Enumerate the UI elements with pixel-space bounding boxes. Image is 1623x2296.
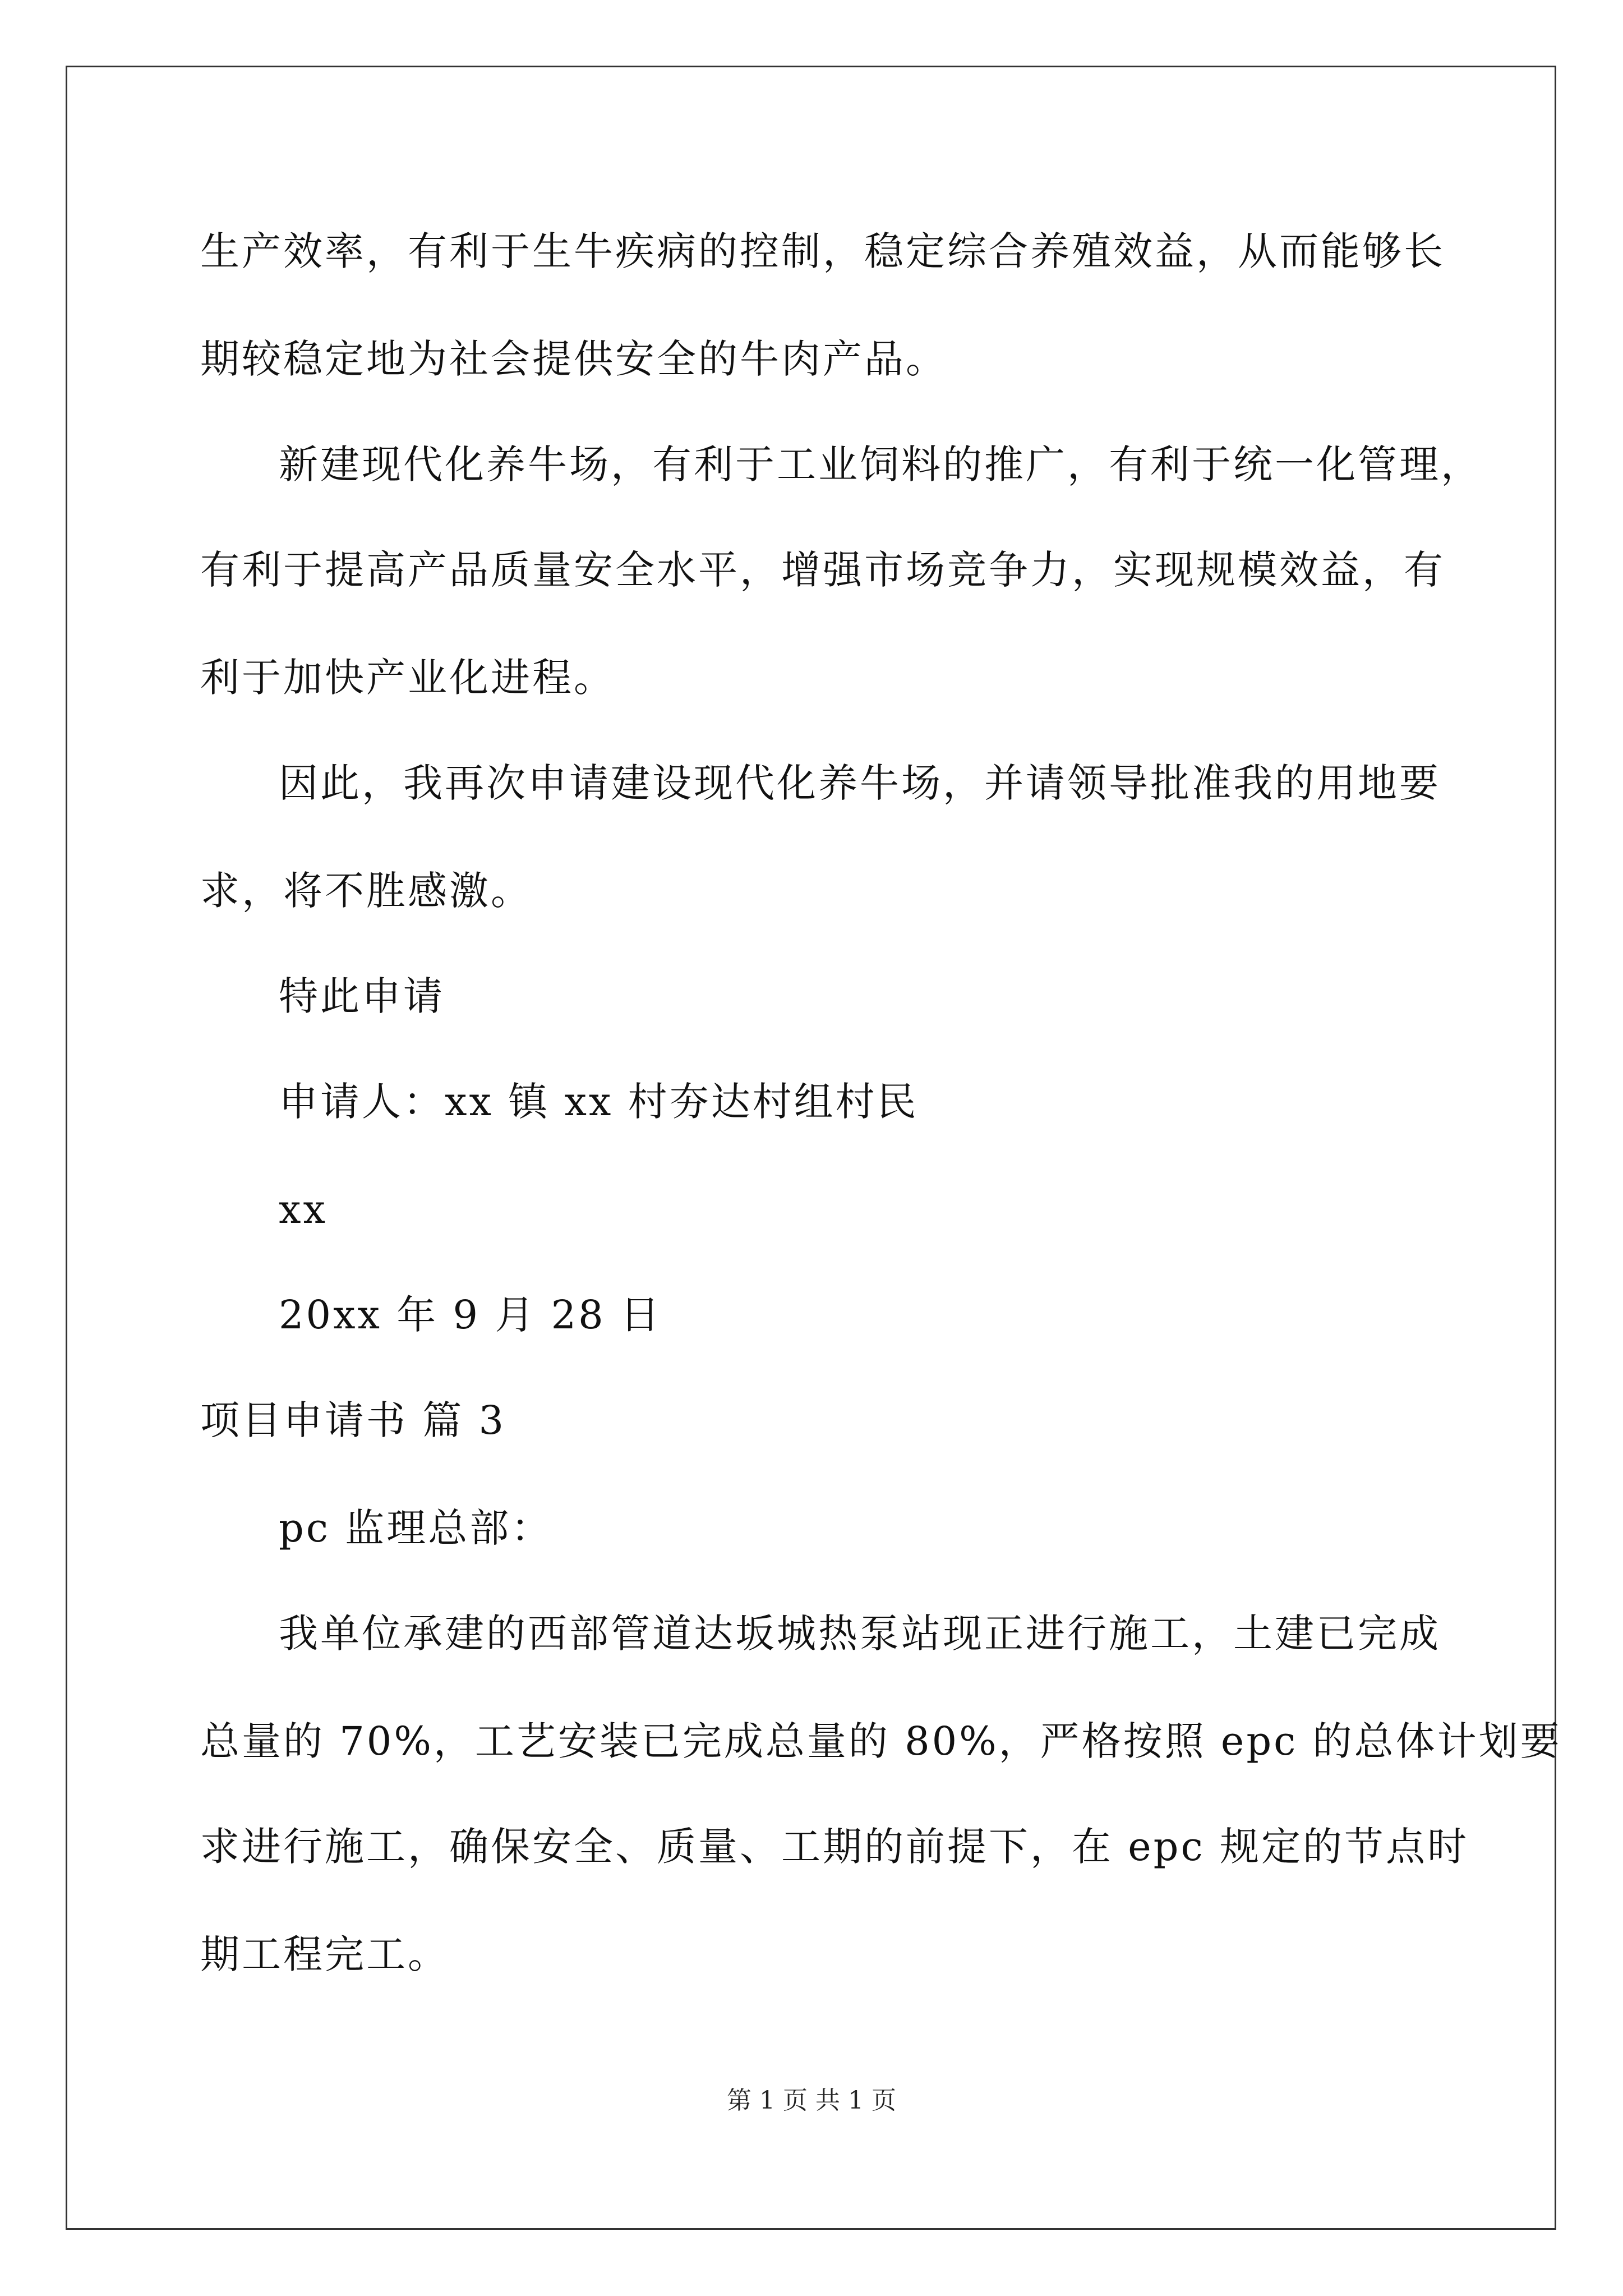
closing-text: 特此申请 [279,973,445,1019]
body-text-line: 生产效率，有利于生牛疾病的控制，稳定综合养殖效益，从而能够长 [200,228,1445,274]
applicant-name: xx [279,1186,328,1232]
body-text-line: 利于加快产业化进程。 [200,655,615,701]
date-line: 20xx 年 9 月 28 日 [279,1292,662,1338]
body-text-line: 有利于提高产品质量安全水平，增强市场竞争力，实现规模效益，有 [200,547,1445,593]
page-border [66,66,1556,2230]
page-number: 第 1 页 共 1 页 [727,2086,896,2115]
body-text-line: 总量的 70%，工艺安装已完成总量的 80%，严格按照 epc 的总体计划要 [200,1718,1562,1764]
body-text-line: 期工程完工。 [200,1931,449,1977]
body-text-line: 新建现代化养牛场，有利于工业饲料的推广，有利于统一化管理， [279,441,1482,487]
body-text-line: 期较稳定地为社会提供安全的牛肉产品。 [200,336,947,382]
section-heading: 项目申请书 篇 3 [200,1397,506,1443]
applicant-line: 申请人：xx 镇 xx 村夯达村组村民 [279,1079,919,1125]
body-text-line: 我单位承建的西部管道达坂城热泵站现正进行施工，土建已完成 [279,1611,1441,1657]
body-text-line: 求，将不胜感激。 [200,868,532,914]
body-text-line: 求进行施工，确保安全、质量、工期的前提下，在 epc 规定的节点时 [200,1824,1469,1870]
body-text-line: 因此，我再次申请建设现代化养牛场，并请领导批准我的用地要 [279,760,1441,806]
salutation: pc 监理总部： [279,1505,553,1551]
